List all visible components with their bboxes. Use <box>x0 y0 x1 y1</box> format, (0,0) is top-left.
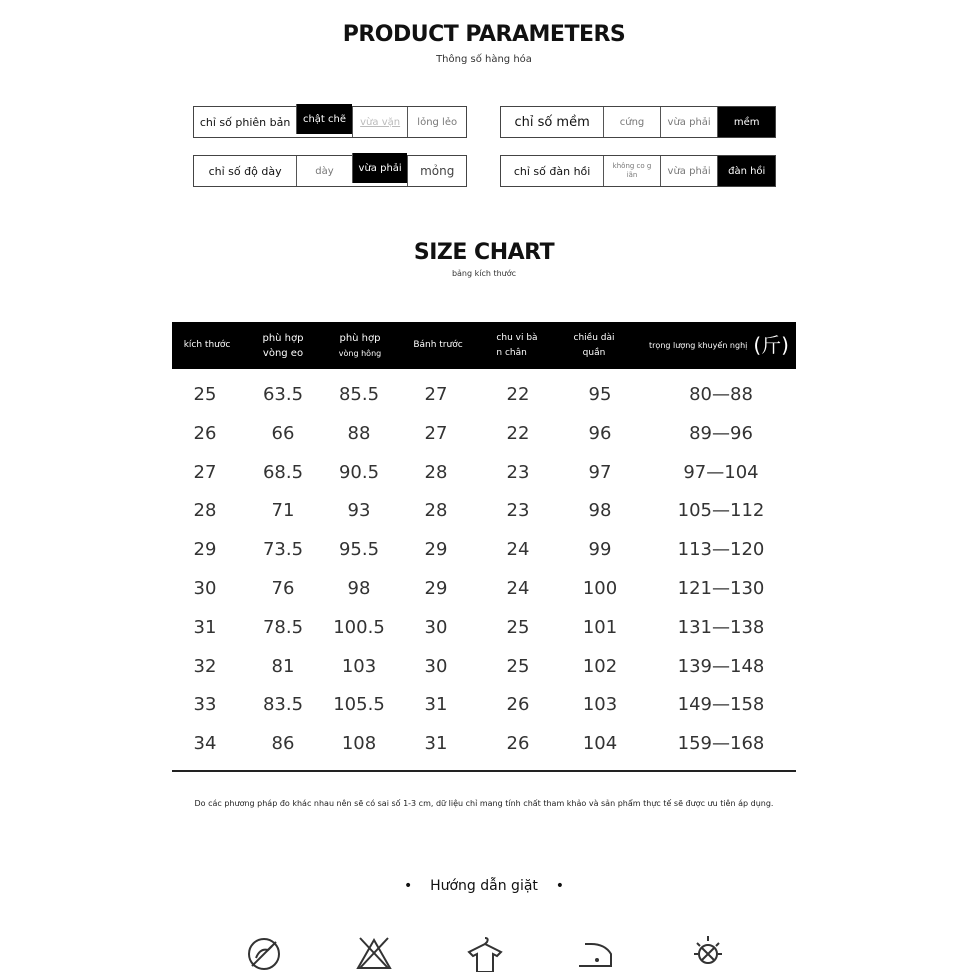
cell-hip: 93 <box>347 500 371 522</box>
param-softness-option-hard: cứng <box>603 107 660 137</box>
cell-size: 30 <box>193 577 217 599</box>
page-title: PRODUCT PARAMETERS <box>342 22 626 47</box>
cell-hip: 85.5 <box>338 384 380 405</box>
param-version-option-fit: vừa vặn <box>352 107 408 137</box>
table-bottom-rule <box>172 770 796 772</box>
cell-size: 29 <box>193 539 217 561</box>
cell-hip: 105.5 <box>333 694 385 716</box>
table-row <box>172 725 796 764</box>
cell-size: 32 <box>193 655 217 677</box>
cell-leg: 22 <box>506 422 530 444</box>
cell-length: 97 <box>588 461 612 483</box>
param-elasticity-option-elastic: đàn hồi <box>717 156 775 186</box>
cell-size: 25 <box>193 384 217 405</box>
cell-weight: 149—158 <box>677 694 765 716</box>
cell-length: 104 <box>582 733 618 755</box>
cell-front: 30 <box>424 616 448 638</box>
table-row <box>172 454 796 493</box>
cell-leg: 24 <box>506 539 530 561</box>
cell-front: 31 <box>424 733 448 755</box>
param-softness-option-soft: mềm <box>717 107 775 137</box>
cell-waist: 66 <box>271 422 295 444</box>
no-bleach-icon <box>354 932 394 972</box>
cell-hip: 90.5 <box>338 461 380 483</box>
cell-size: 33 <box>193 694 217 716</box>
cell-length: 100 <box>582 577 618 599</box>
no-tumble-dry-icon <box>688 932 728 972</box>
cell-weight: 97—104 <box>683 461 759 483</box>
cell-leg: 26 <box>506 694 530 716</box>
header-front: Bánh trước <box>413 340 463 350</box>
header-weight: trọng lượng khuyến nghị (斤) <box>649 333 789 357</box>
param-thickness-label: chỉ số độ dày <box>208 164 282 178</box>
table-row <box>172 531 796 570</box>
cell-waist: 86 <box>271 733 295 755</box>
param-elasticity-option-none: không co g iãn <box>603 156 660 186</box>
cell-size: 28 <box>193 500 217 522</box>
param-softness-option-medium: vừa phải <box>660 107 718 137</box>
table-row <box>172 648 796 687</box>
cell-hip: 108 <box>341 733 377 755</box>
cell-leg: 25 <box>506 655 530 677</box>
washing-icons <box>0 932 968 968</box>
cell-weight: 131—138 <box>677 616 765 638</box>
cell-front: 27 <box>424 422 448 444</box>
table-row <box>172 492 796 531</box>
cell-size: 31 <box>193 616 217 638</box>
cell-front: 27 <box>424 384 448 405</box>
iron-icon <box>575 932 615 972</box>
cell-leg: 25 <box>506 616 530 638</box>
cell-size: 34 <box>193 733 217 755</box>
param-softness-label: chỉ số mềm <box>514 114 590 130</box>
cell-weight: 89—96 <box>689 422 753 444</box>
cell-leg: 23 <box>506 461 530 483</box>
cell-front: 28 <box>424 461 448 483</box>
cell-length: 98 <box>588 500 612 522</box>
cell-length: 101 <box>582 616 618 638</box>
cell-hip: 103 <box>341 655 377 677</box>
cell-front: 28 <box>424 500 448 522</box>
param-thickness-option-thick: dày <box>296 156 352 186</box>
table-row <box>172 686 796 725</box>
page-subtitle: Thông số hàng hóa <box>436 54 532 65</box>
param-elasticity-option-medium: vừa phải <box>660 156 718 186</box>
cell-weight: 80—88 <box>689 384 753 405</box>
cell-hip: 95.5 <box>338 539 380 561</box>
header-hip: phù hợp vòng hông <box>338 332 382 358</box>
size-table-header <box>172 322 796 369</box>
cell-length: 103 <box>582 694 618 716</box>
cell-waist: 81 <box>271 655 295 677</box>
table-row <box>172 570 796 609</box>
cell-front: 31 <box>424 694 448 716</box>
cell-waist: 78.5 <box>262 616 304 638</box>
cell-front: 29 <box>424 577 448 599</box>
hang-dry-icon <box>465 932 505 972</box>
header-waist: phù hợp vòng eo <box>262 332 304 359</box>
param-softness <box>500 106 776 138</box>
cell-hip: 88 <box>347 422 371 444</box>
cell-weight: 159—168 <box>677 733 765 755</box>
header-size: kích thước <box>183 340 231 350</box>
cell-leg: 26 <box>506 733 530 755</box>
cell-weight: 113—120 <box>677 539 765 561</box>
cell-length: 95 <box>588 384 612 405</box>
cell-size: 27 <box>193 461 217 483</box>
cell-weight: 121—130 <box>677 577 765 599</box>
param-elasticity-label: chỉ số đàn hồi <box>513 164 591 178</box>
size-chart-title: SIZE CHART <box>413 240 555 265</box>
measurement-note: Do các phương pháp đo khác nhau nên sẽ có sai số 1-3 cm, dữ liệu chỉ mang tính chất tham khảo và sản phẩm thực tế sẽ được ưu tiên áp dụng. <box>194 799 774 808</box>
param-version-label: chỉ số phiên bản <box>199 115 291 129</box>
cell-leg: 22 <box>506 384 530 405</box>
table-row <box>172 609 796 648</box>
cell-waist: 71 <box>271 500 295 522</box>
cell-front: 29 <box>424 539 448 561</box>
hand-wash-icon <box>244 932 284 972</box>
size-table-body <box>172 376 796 764</box>
cell-weight: 139—148 <box>677 655 765 677</box>
cell-front: 30 <box>424 655 448 677</box>
cell-length: 96 <box>588 422 612 444</box>
cell-waist: 76 <box>271 577 295 599</box>
param-thickness-option-medium: vừa phải <box>352 153 408 183</box>
param-thickness-option-thin: mỏng <box>407 156 466 186</box>
cell-waist: 63.5 <box>262 384 304 405</box>
cell-leg: 24 <box>506 577 530 599</box>
cell-hip: 100.5 <box>333 616 385 638</box>
cell-waist: 68.5 <box>262 461 304 483</box>
header-length: chiều dài quần <box>573 332 615 358</box>
washing-title: • Hướng dẫn giặt • <box>404 878 564 894</box>
cell-waist: 73.5 <box>262 539 304 561</box>
table-row <box>172 376 796 415</box>
header-leg: chu vi bà n chân <box>496 332 538 358</box>
cell-length: 102 <box>582 655 618 677</box>
param-thickness <box>193 155 467 187</box>
cell-waist: 83.5 <box>262 694 304 716</box>
param-version-option-tight: chật chẽ <box>296 104 352 134</box>
cell-size: 26 <box>193 422 217 444</box>
param-version-option-loose: lỏng lẻo <box>407 107 466 137</box>
cell-hip: 98 <box>347 577 371 599</box>
cell-length: 99 <box>588 539 612 561</box>
size-chart-subtitle: bảng kích thước <box>451 269 517 278</box>
cell-leg: 23 <box>506 500 530 522</box>
table-row <box>172 415 796 454</box>
param-elasticity <box>500 155 776 187</box>
cell-weight: 105—112 <box>677 500 765 522</box>
param-version <box>193 106 467 138</box>
